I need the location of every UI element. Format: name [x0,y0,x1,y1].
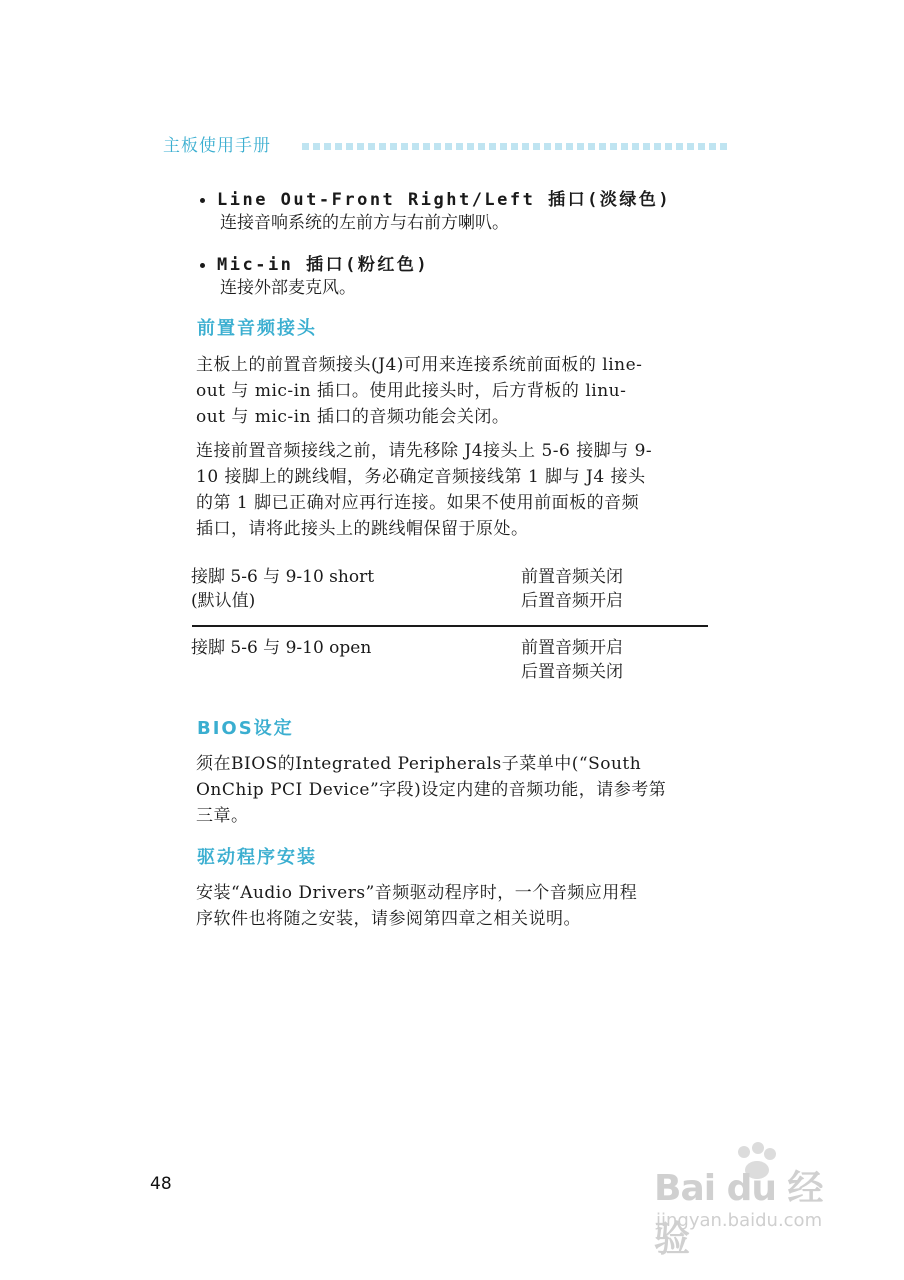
header-dot [423,143,430,150]
header-dot [566,143,573,150]
paragraph-line: 安装“Audio Drivers”音频驱动程序时，一个音频应用程 [196,883,638,903]
bullet-mic-in [200,250,429,275]
jumper-row-short-result [521,565,721,613]
header-dot [522,143,529,150]
header-dot [500,143,507,150]
header-dot [390,143,397,150]
header-dot [368,143,375,150]
header-dot [610,143,617,150]
paragraph-front-audio-jumper [196,438,736,542]
header-dot [478,143,485,150]
header-dot [401,143,408,150]
header-dot [632,143,639,150]
jumper-setting-line: 接脚 5-6 与 9-10 open [191,638,372,658]
header-dot [709,143,716,150]
paragraph-line: 插口，请将此接头上的跳线帽保留于原处。 [196,519,529,539]
section-heading-bios: BIOS设定 [197,718,294,739]
manual-header-title: 主板使用手册 [163,136,271,156]
bullet-line-out [200,185,671,210]
header-dot [335,143,342,150]
page-number: 48 [150,1174,172,1194]
section-heading-front-audio: 前置音频接头 [197,318,317,339]
jumper-result-line: 前置音频关闭 [521,567,623,587]
header-dot [544,143,551,150]
paragraph-line: 序软件也将随之安装，请参阅第四章之相关说明。 [196,909,581,929]
watermark-url: jingyan.baidu.com [656,1210,823,1231]
header-dot [511,143,518,150]
bullet-description: 连接外部麦克风。 [220,278,356,298]
header-dot [412,143,419,150]
paragraph-line: 须在BIOS的Integrated Peripherals子菜单中(“South [196,754,642,774]
header-dot [687,143,694,150]
header-dot [467,143,474,150]
bullet-label: Line Out-Front Right/Left 插口(淡绿色) [217,190,672,210]
jumper-setting-line: 接脚 5-6 与 9-10 short [191,567,375,587]
header-dot [324,143,331,150]
header-dot [434,143,441,150]
bullet-label: Mic-in 插口(粉红色) [217,255,430,275]
header-dot [577,143,584,150]
header-dot [445,143,452,150]
header-dot [599,143,606,150]
jumper-result-line: 后置音频开启 [521,591,623,611]
bullet-description: 连接音响系统的左前方与右前方喇叭。 [220,213,509,233]
paragraph-line: OnChip PCI Device”字段)设定内建的音频功能，请参考第 [196,780,667,800]
header-dot [665,143,672,150]
paragraph-line: 的第 1 脚已正确对应再行连接。如果不使用前面板的音频 [196,493,640,513]
header-dot [698,143,705,150]
jumper-row-short-setting [191,565,501,613]
paragraph-line: 连接前置音频接线之前，请先移除 J4接头上 5-6 接脚与 9- [196,441,653,461]
header-dot [313,143,320,150]
watermark-logo-text: Bai du 经验 [654,1168,823,1260]
header-dot [456,143,463,150]
header-dot [357,143,364,150]
table-divider [192,625,708,627]
paragraph-line: out 与 mic-in 插口。使用此接头时，后方背板的 linu- [196,381,627,401]
jumper-row-open-result [521,636,721,684]
header-dot [676,143,683,150]
header-dot [555,143,562,150]
header-dot [643,143,650,150]
jumper-setting-line: (默认值) [191,591,256,611]
header-dotted-rule [302,143,738,151]
paragraph-bios [196,751,736,829]
paragraph-line: 10 接脚上的跳线帽，务必确定音频接线第 1 脚与 J4 接头 [196,467,646,487]
paragraph-driver [196,880,736,932]
header-dot [346,143,353,150]
header-dot [302,143,309,150]
header-dot [533,143,540,150]
header-dot [720,143,727,150]
paragraph-line: out 与 mic-in 插口的音频功能会关闭。 [196,407,510,427]
section-heading-driver: 驱动程序安装 [197,847,317,868]
header-dot [489,143,496,150]
jumper-result-line: 后置音频关闭 [521,662,623,682]
bullet-icon [200,198,205,203]
jumper-row-open-setting [191,636,501,660]
header-dot [621,143,628,150]
baidu-watermark [654,1140,854,1260]
paragraph-line: 三章。 [196,806,249,826]
header-dot [588,143,595,150]
paragraph-front-audio-intro [196,352,736,430]
bullet-icon [200,263,205,268]
paragraph-line: 主板上的前置音频接头(J4)可用来连接系统前面板的 line- [196,355,643,375]
header-dot [654,143,661,150]
jumper-result-line: 前置音频开启 [521,638,623,658]
header-dot [379,143,386,150]
